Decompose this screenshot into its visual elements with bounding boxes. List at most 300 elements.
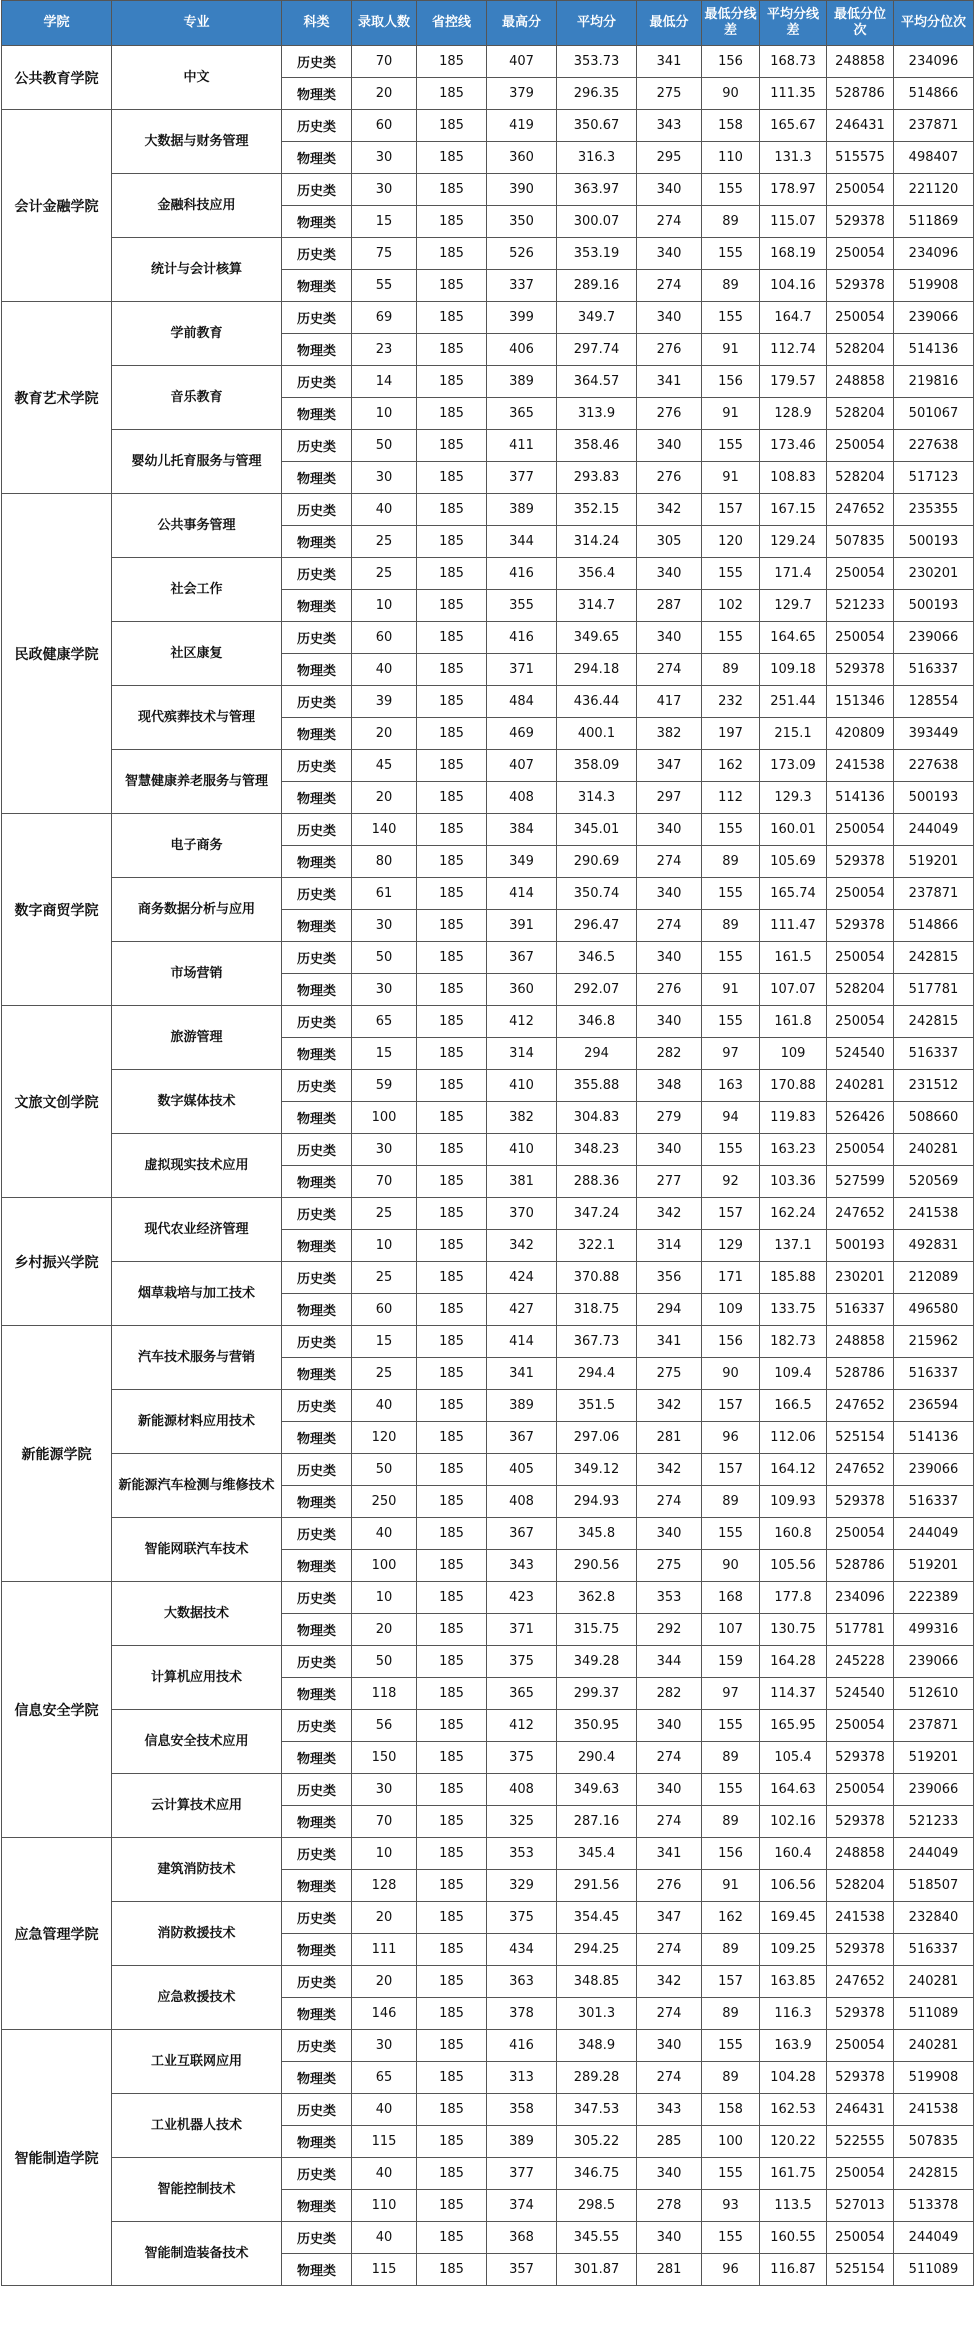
min-gap-cell: 90 [702, 1358, 760, 1390]
min-score-cell: 341 [637, 1326, 702, 1358]
avg-gap-cell: 129.3 [760, 782, 827, 814]
min-rank-cell: 250054 [827, 2030, 894, 2062]
min-score-cell: 344 [637, 1646, 702, 1678]
subject-cell: 物理类 [282, 270, 352, 302]
enrolled-cell: 30 [352, 974, 417, 1006]
min-gap-cell: 89 [702, 1806, 760, 1838]
table-row [2, 174, 974, 206]
min-rank-cell: 250054 [827, 1006, 894, 1038]
min-score-cell: 294 [637, 1294, 702, 1326]
enrolled-cell: 10 [352, 590, 417, 622]
subject-cell: 物理类 [282, 398, 352, 430]
avg-gap-cell: 102.16 [760, 1806, 827, 1838]
max-score-cell: 414 [487, 878, 557, 910]
min-score-cell: 279 [637, 1102, 702, 1134]
max-score-cell: 349 [487, 846, 557, 878]
enrolled-cell: 59 [352, 1070, 417, 1102]
min-score-cell: 340 [637, 430, 702, 462]
avg-gap-cell: 130.75 [760, 1614, 827, 1646]
min-rank-cell: 247652 [827, 1390, 894, 1422]
min-score-cell: 274 [637, 1934, 702, 1966]
subject-cell: 物理类 [282, 718, 352, 750]
avg-score-cell: 345.8 [557, 1518, 637, 1550]
max-score-cell: 389 [487, 366, 557, 398]
avg-gap-cell: 131.3 [760, 142, 827, 174]
table-row [2, 110, 974, 142]
provincial-line-cell: 185 [417, 78, 487, 110]
max-score-cell: 313 [487, 2062, 557, 2094]
min-gap-cell: 155 [702, 2222, 760, 2254]
enrolled-cell: 40 [352, 2094, 417, 2126]
major-cell: 大数据技术 [112, 1582, 282, 1646]
avg-rank-cell: 235355 [894, 494, 974, 526]
provincial-line-cell: 185 [417, 2222, 487, 2254]
avg-rank-cell: 239066 [894, 1646, 974, 1678]
enrolled-cell: 20 [352, 1902, 417, 1934]
avg-gap-cell: 115.07 [760, 206, 827, 238]
enrolled-cell: 15 [352, 206, 417, 238]
min-score-cell: 353 [637, 1582, 702, 1614]
subject-cell: 历史类 [282, 46, 352, 78]
min-gap-cell: 155 [702, 238, 760, 270]
min-gap-cell: 155 [702, 942, 760, 974]
min-gap-cell: 155 [702, 558, 760, 590]
max-score-cell: 367 [487, 942, 557, 974]
min-score-cell: 275 [637, 78, 702, 110]
min-rank-cell: 250054 [827, 2222, 894, 2254]
min-gap-cell: 155 [702, 622, 760, 654]
max-score-cell: 408 [487, 782, 557, 814]
max-score-cell: 371 [487, 1614, 557, 1646]
max-score-cell: 371 [487, 654, 557, 686]
max-score-cell: 363 [487, 1966, 557, 1998]
avg-score-cell: 301.3 [557, 1998, 637, 2030]
avg-rank-cell: 492831 [894, 1230, 974, 1262]
subject-cell: 历史类 [282, 366, 352, 398]
avg-rank-cell: 519201 [894, 1742, 974, 1774]
avg-rank-cell: 500193 [894, 590, 974, 622]
min-score-cell: 341 [637, 366, 702, 398]
college-cell: 会计金融学院 [2, 110, 112, 302]
subject-cell: 物理类 [282, 1614, 352, 1646]
avg-rank-cell: 221120 [894, 174, 974, 206]
enrolled-cell: 10 [352, 398, 417, 430]
avg-score-cell: 362.8 [557, 1582, 637, 1614]
subject-cell: 物理类 [282, 590, 352, 622]
min-score-cell: 340 [637, 238, 702, 270]
provincial-line-cell: 185 [417, 2158, 487, 2190]
max-score-cell: 389 [487, 2126, 557, 2158]
subject-cell: 物理类 [282, 2190, 352, 2222]
enrolled-cell: 20 [352, 782, 417, 814]
min-score-cell: 292 [637, 1614, 702, 1646]
enrolled-cell: 30 [352, 174, 417, 206]
avg-rank-cell: 517123 [894, 462, 974, 494]
table-row [2, 1582, 974, 1614]
avg-gap-cell: 173.46 [760, 430, 827, 462]
avg-gap-cell: 164.7 [760, 302, 827, 334]
max-score-cell: 389 [487, 494, 557, 526]
min-rank-cell: 529378 [827, 206, 894, 238]
table-row [2, 2094, 974, 2126]
min-score-cell: 274 [637, 206, 702, 238]
major-cell: 社区康复 [112, 622, 282, 686]
avg-gap-cell: 162.24 [760, 1198, 827, 1230]
subject-cell: 物理类 [282, 1806, 352, 1838]
min-score-cell: 297 [637, 782, 702, 814]
provincial-line-cell: 185 [417, 1742, 487, 1774]
subject-cell: 历史类 [282, 1838, 352, 1870]
major-cell: 虚拟现实技术应用 [112, 1134, 282, 1198]
min-gap-cell: 102 [702, 590, 760, 622]
provincial-line-cell: 185 [417, 1870, 487, 1902]
min-gap-cell: 162 [702, 1902, 760, 1934]
college-cell: 数字商贸学院 [2, 814, 112, 1006]
avg-score-cell: 296.47 [557, 910, 637, 942]
avg-score-cell: 300.07 [557, 206, 637, 238]
avg-score-cell: 345.01 [557, 814, 637, 846]
min-rank-cell: 528786 [827, 1550, 894, 1582]
avg-rank-cell: 500193 [894, 782, 974, 814]
avg-gap-cell: 109.4 [760, 1358, 827, 1390]
min-gap-cell: 89 [702, 1934, 760, 1966]
min-rank-cell: 250054 [827, 1774, 894, 1806]
provincial-line-cell: 185 [417, 974, 487, 1006]
avg-gap-cell: 161.5 [760, 942, 827, 974]
avg-gap-cell: 104.16 [760, 270, 827, 302]
subject-cell: 物理类 [282, 142, 352, 174]
min-score-cell: 343 [637, 2094, 702, 2126]
avg-rank-cell: 514866 [894, 910, 974, 942]
college-cell: 智能制造学院 [2, 2030, 112, 2286]
avg-score-cell: 348.85 [557, 1966, 637, 1998]
header-avg-rank: 平均分位次 [894, 1, 974, 46]
min-score-cell: 340 [637, 1710, 702, 1742]
enrolled-cell: 80 [352, 846, 417, 878]
enrolled-cell: 100 [352, 1102, 417, 1134]
max-score-cell: 410 [487, 1070, 557, 1102]
avg-rank-cell: 244049 [894, 2222, 974, 2254]
min-gap-cell: 155 [702, 878, 760, 910]
min-rank-cell: 528204 [827, 974, 894, 1006]
max-score-cell: 484 [487, 686, 557, 718]
header-min-gap: 最低分线差 [702, 1, 760, 46]
provincial-line-cell: 185 [417, 1294, 487, 1326]
provincial-line-cell: 185 [417, 1902, 487, 1934]
max-score-cell: 355 [487, 590, 557, 622]
subject-cell: 历史类 [282, 1198, 352, 1230]
min-gap-cell: 171 [702, 1262, 760, 1294]
avg-gap-cell: 170.88 [760, 1070, 827, 1102]
avg-gap-cell: 105.4 [760, 1742, 827, 1774]
min-rank-cell: 250054 [827, 1710, 894, 1742]
min-gap-cell: 157 [702, 494, 760, 526]
table-row [2, 814, 974, 846]
avg-rank-cell: 514136 [894, 1422, 974, 1454]
avg-score-cell: 315.75 [557, 1614, 637, 1646]
provincial-line-cell: 185 [417, 1806, 487, 1838]
min-gap-cell: 91 [702, 1870, 760, 1902]
major-cell: 社会工作 [112, 558, 282, 622]
avg-score-cell: 297.74 [557, 334, 637, 366]
min-score-cell: 347 [637, 750, 702, 782]
min-gap-cell: 155 [702, 1774, 760, 1806]
avg-gap-cell: 160.4 [760, 1838, 827, 1870]
min-gap-cell: 90 [702, 1550, 760, 1582]
provincial-line-cell: 185 [417, 1774, 487, 1806]
min-score-cell: 340 [637, 1774, 702, 1806]
min-score-cell: 342 [637, 1454, 702, 1486]
min-rank-cell: 529378 [827, 654, 894, 686]
enrolled-cell: 70 [352, 46, 417, 78]
table-row [2, 1326, 974, 1358]
avg-score-cell: 297.06 [557, 1422, 637, 1454]
avg-rank-cell: 242815 [894, 2158, 974, 2190]
min-score-cell: 340 [637, 814, 702, 846]
enrolled-cell: 25 [352, 1198, 417, 1230]
avg-score-cell: 364.57 [557, 366, 637, 398]
min-gap-cell: 91 [702, 398, 760, 430]
subject-cell: 物理类 [282, 1934, 352, 1966]
subject-cell: 历史类 [282, 1070, 352, 1102]
subject-cell: 历史类 [282, 558, 352, 590]
avg-gap-cell: 109.25 [760, 1934, 827, 1966]
table-row [2, 942, 974, 974]
max-score-cell: 423 [487, 1582, 557, 1614]
table-row [2, 1198, 974, 1230]
min-gap-cell: 89 [702, 270, 760, 302]
min-rank-cell: 250054 [827, 430, 894, 462]
enrolled-cell: 39 [352, 686, 417, 718]
min-score-cell: 275 [637, 1358, 702, 1390]
avg-score-cell: 290.69 [557, 846, 637, 878]
table-row [2, 430, 974, 462]
avg-gap-cell: 161.75 [760, 2158, 827, 2190]
avg-rank-cell: 237871 [894, 110, 974, 142]
provincial-line-cell: 185 [417, 334, 487, 366]
subject-cell: 物理类 [282, 334, 352, 366]
major-cell: 统计与会计核算 [112, 238, 282, 302]
avg-score-cell: 370.88 [557, 1262, 637, 1294]
provincial-line-cell: 185 [417, 878, 487, 910]
max-score-cell: 406 [487, 334, 557, 366]
avg-score-cell: 350.95 [557, 1710, 637, 1742]
min-gap-cell: 157 [702, 1198, 760, 1230]
subject-cell: 物理类 [282, 846, 352, 878]
subject-cell: 物理类 [282, 782, 352, 814]
header-row [2, 1, 974, 46]
enrolled-cell: 50 [352, 942, 417, 974]
min-gap-cell: 89 [702, 1742, 760, 1774]
min-rank-cell: 250054 [827, 1518, 894, 1550]
avg-score-cell: 348.9 [557, 2030, 637, 2062]
min-score-cell: 274 [637, 1998, 702, 2030]
avg-gap-cell: 133.75 [760, 1294, 827, 1326]
avg-rank-cell: 244049 [894, 814, 974, 846]
max-score-cell: 391 [487, 910, 557, 942]
min-rank-cell: 250054 [827, 622, 894, 654]
table-row [2, 1262, 974, 1294]
min-gap-cell: 90 [702, 78, 760, 110]
min-rank-cell: 525154 [827, 2254, 894, 2286]
table-row [2, 494, 974, 526]
min-rank-cell: 528204 [827, 334, 894, 366]
avg-gap-cell: 164.65 [760, 622, 827, 654]
enrolled-cell: 10 [352, 1230, 417, 1262]
enrolled-cell: 25 [352, 526, 417, 558]
major-cell: 现代殡葬技术与管理 [112, 686, 282, 750]
avg-rank-cell: 518507 [894, 1870, 974, 1902]
max-score-cell: 381 [487, 1166, 557, 1198]
avg-score-cell: 436.44 [557, 686, 637, 718]
min-score-cell: 347 [637, 1902, 702, 1934]
avg-score-cell: 350.74 [557, 878, 637, 910]
enrolled-cell: 30 [352, 142, 417, 174]
avg-score-cell: 358.09 [557, 750, 637, 782]
subject-cell: 物理类 [282, 78, 352, 110]
provincial-line-cell: 185 [417, 1518, 487, 1550]
max-score-cell: 412 [487, 1006, 557, 1038]
min-score-cell: 287 [637, 590, 702, 622]
avg-gap-cell: 119.83 [760, 1102, 827, 1134]
avg-rank-cell: 244049 [894, 1518, 974, 1550]
avg-rank-cell: 241538 [894, 1198, 974, 1230]
enrolled-cell: 40 [352, 494, 417, 526]
subject-cell: 物理类 [282, 1422, 352, 1454]
avg-score-cell: 363.97 [557, 174, 637, 206]
min-score-cell: 274 [637, 1806, 702, 1838]
min-gap-cell: 197 [702, 718, 760, 750]
min-gap-cell: 89 [702, 654, 760, 686]
max-score-cell: 342 [487, 1230, 557, 1262]
enrolled-cell: 30 [352, 462, 417, 494]
min-score-cell: 281 [637, 2254, 702, 2286]
subject-cell: 物理类 [282, 654, 352, 686]
min-rank-cell: 529378 [827, 1742, 894, 1774]
min-gap-cell: 91 [702, 974, 760, 1006]
min-gap-cell: 92 [702, 1166, 760, 1198]
enrolled-cell: 30 [352, 910, 417, 942]
min-score-cell: 342 [637, 1966, 702, 1998]
min-gap-cell: 97 [702, 1678, 760, 1710]
provincial-line-cell: 185 [417, 1710, 487, 1742]
avg-rank-cell: 244049 [894, 1838, 974, 1870]
subject-cell: 历史类 [282, 1326, 352, 1358]
avg-rank-cell: 516337 [894, 1038, 974, 1070]
avg-gap-cell: 171.4 [760, 558, 827, 590]
min-score-cell: 340 [637, 2030, 702, 2062]
enrolled-cell: 40 [352, 2158, 417, 2190]
avg-gap-cell: 163.9 [760, 2030, 827, 2062]
min-rank-cell: 234096 [827, 1582, 894, 1614]
enrolled-cell: 118 [352, 1678, 417, 1710]
provincial-line-cell: 185 [417, 302, 487, 334]
provincial-line-cell: 185 [417, 238, 487, 270]
avg-rank-cell: 516337 [894, 1934, 974, 1966]
avg-gap-cell: 182.73 [760, 1326, 827, 1358]
provincial-line-cell: 185 [417, 846, 487, 878]
subject-cell: 物理类 [282, 1550, 352, 1582]
avg-gap-cell: 215.1 [760, 718, 827, 750]
min-score-cell: 281 [637, 1422, 702, 1454]
avg-rank-cell: 517781 [894, 974, 974, 1006]
avg-gap-cell: 137.1 [760, 1230, 827, 1262]
major-cell: 信息安全技术应用 [112, 1710, 282, 1774]
min-score-cell: 295 [637, 142, 702, 174]
subject-cell: 物理类 [282, 1742, 352, 1774]
provincial-line-cell: 185 [417, 2254, 487, 2286]
provincial-line-cell: 185 [417, 2094, 487, 2126]
avg-gap-cell: 105.69 [760, 846, 827, 878]
max-score-cell: 526 [487, 238, 557, 270]
min-gap-cell: 156 [702, 46, 760, 78]
min-rank-cell: 529378 [827, 270, 894, 302]
subject-cell: 历史类 [282, 750, 352, 782]
avg-rank-cell: 521233 [894, 1806, 974, 1838]
major-cell: 商务数据分析与应用 [112, 878, 282, 942]
subject-cell: 历史类 [282, 2222, 352, 2254]
min-gap-cell: 120 [702, 526, 760, 558]
enrolled-cell: 250 [352, 1486, 417, 1518]
provincial-line-cell: 185 [417, 430, 487, 462]
min-rank-cell: 250054 [827, 878, 894, 910]
avg-rank-cell: 496580 [894, 1294, 974, 1326]
max-score-cell: 411 [487, 430, 557, 462]
avg-gap-cell: 163.85 [760, 1966, 827, 1998]
enrolled-cell: 50 [352, 1454, 417, 1486]
avg-score-cell: 367.73 [557, 1326, 637, 1358]
provincial-line-cell: 185 [417, 622, 487, 654]
enrolled-cell: 50 [352, 430, 417, 462]
avg-score-cell: 355.88 [557, 1070, 637, 1102]
max-score-cell: 424 [487, 1262, 557, 1294]
avg-gap-cell: 104.28 [760, 2062, 827, 2094]
min-rank-cell: 516337 [827, 1294, 894, 1326]
provincial-line-cell: 185 [417, 1678, 487, 1710]
enrolled-cell: 70 [352, 1806, 417, 1838]
min-gap-cell: 91 [702, 334, 760, 366]
max-score-cell: 344 [487, 526, 557, 558]
min-gap-cell: 157 [702, 1966, 760, 1998]
min-gap-cell: 89 [702, 1998, 760, 2030]
provincial-line-cell: 185 [417, 1390, 487, 1422]
max-score-cell: 343 [487, 1550, 557, 1582]
avg-score-cell: 349.12 [557, 1454, 637, 1486]
subject-cell: 历史类 [282, 1710, 352, 1742]
min-rank-cell: 529378 [827, 1998, 894, 2030]
enrolled-cell: 61 [352, 878, 417, 910]
provincial-line-cell: 185 [417, 1006, 487, 1038]
min-gap-cell: 155 [702, 302, 760, 334]
min-score-cell: 356 [637, 1262, 702, 1294]
avg-gap-cell: 160.01 [760, 814, 827, 846]
min-rank-cell: 247652 [827, 1966, 894, 1998]
major-cell: 学前教育 [112, 302, 282, 366]
min-rank-cell: 241538 [827, 750, 894, 782]
subject-cell: 历史类 [282, 1518, 352, 1550]
min-score-cell: 275 [637, 1550, 702, 1582]
avg-score-cell: 314.3 [557, 782, 637, 814]
avg-gap-cell: 163.23 [760, 1134, 827, 1166]
max-score-cell: 382 [487, 1102, 557, 1134]
provincial-line-cell: 185 [417, 1134, 487, 1166]
subject-cell: 历史类 [282, 686, 352, 718]
avg-rank-cell: 511089 [894, 1998, 974, 2030]
major-cell: 工业互联网应用 [112, 2030, 282, 2094]
avg-rank-cell: 511089 [894, 2254, 974, 2286]
avg-rank-cell: 500193 [894, 526, 974, 558]
header-major: 专业 [112, 1, 282, 46]
